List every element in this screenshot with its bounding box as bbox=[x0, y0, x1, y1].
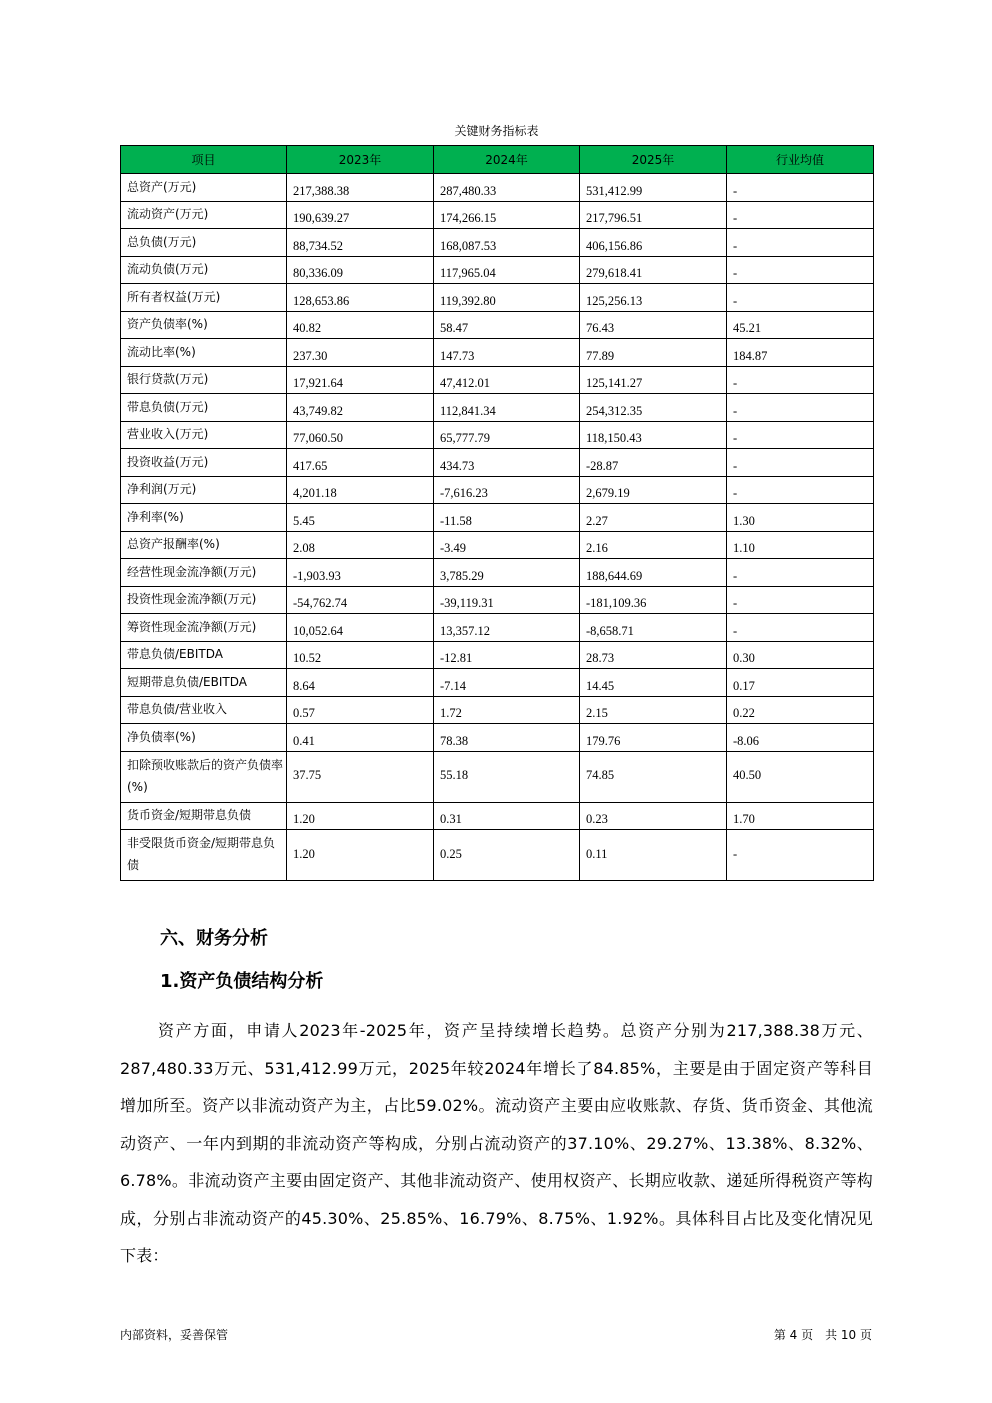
cell-2023: 237.30 bbox=[287, 339, 434, 367]
cell-2025: -8,658.71 bbox=[580, 614, 727, 642]
table-row bbox=[121, 311, 874, 339]
cell-industry-avg: 1.30 bbox=[727, 504, 874, 532]
cell-industry-avg: - bbox=[727, 229, 874, 257]
cell-2024: 119,392.80 bbox=[434, 284, 580, 312]
cell-2024: 78.38 bbox=[434, 724, 580, 752]
cell-2023: 77,060.50 bbox=[287, 421, 434, 449]
footer-confidential-note: 内部资料，妥善保管 bbox=[120, 1328, 229, 1342]
cell-2023: 417.65 bbox=[287, 449, 434, 477]
row-label: 流动负债(万元) bbox=[121, 256, 287, 284]
subsection-title: 1.资产负债结构分析 bbox=[160, 971, 324, 992]
table-row bbox=[121, 586, 874, 614]
cell-industry-avg: - bbox=[727, 284, 874, 312]
cell-industry-avg: 1.10 bbox=[727, 531, 874, 559]
cell-2024: -11.58 bbox=[434, 504, 580, 532]
cell-2024: 168,087.53 bbox=[434, 229, 580, 257]
cell-2025: 125,256.13 bbox=[580, 284, 727, 312]
cell-2025: 77.89 bbox=[580, 339, 727, 367]
row-label: 投资收益(万元) bbox=[121, 449, 287, 477]
cell-industry-avg: - bbox=[727, 586, 874, 614]
cell-2025: 217,796.51 bbox=[580, 201, 727, 229]
row-label: 流动比率(%) bbox=[121, 339, 287, 367]
cell-2024: 117,965.04 bbox=[434, 256, 580, 284]
row-label: 带息负债/EBITDA bbox=[121, 641, 287, 669]
table-row bbox=[121, 476, 874, 504]
cell-industry-avg: - bbox=[727, 256, 874, 284]
cell-2025: 125,141.27 bbox=[580, 366, 727, 394]
row-label: 流动资产(万元) bbox=[121, 201, 287, 229]
table-row bbox=[121, 201, 874, 229]
cell-2025: 2.15 bbox=[580, 696, 727, 724]
row-label: 经营性现金流净额(万元) bbox=[121, 559, 287, 587]
cell-2024: 287,480.33 bbox=[434, 174, 580, 202]
cell-2023: -54,762.74 bbox=[287, 586, 434, 614]
cell-2023: 88,734.52 bbox=[287, 229, 434, 257]
row-label: 带息负债(万元) bbox=[121, 394, 287, 422]
cell-2025: 14.45 bbox=[580, 669, 727, 697]
cell-2025: 118,150.43 bbox=[580, 421, 727, 449]
cell-2024: -12.81 bbox=[434, 641, 580, 669]
cell-2023: 40.82 bbox=[287, 311, 434, 339]
table-row bbox=[121, 614, 874, 642]
table-row bbox=[121, 174, 874, 202]
table-row bbox=[121, 724, 874, 752]
row-label: 净利率(%) bbox=[121, 504, 287, 532]
analysis-paragraph: 资产方面，申请人2023年-2025年，资产呈持续增长趋势。总资产分别为217,388.38万元、287,480.33万元、531,412.99万元，2025年较2024年增长了84.85%，主要是由于固定资产等科目增加所至。资产以非流动资产为主，占比59.02%。流动资产主要由应收账款、存货、货币资金、其他流动资产、一年内到期的非流动资产等构成，分别占流动资产的37.10%、29.27%、13.38%、8.32%、6.78%。非流动资产主要由固定资产、其他非流动资产、使用权资产、长期应收款、递延所得税资产等构成，分别占非流动资产的45.30%、25.85%、16.79%、8.75%、1.92%。具体科目占比及变化情况见下表： bbox=[120, 1021, 873, 1265]
cell-2024: 0.25 bbox=[434, 830, 580, 881]
cell-2025: 28.73 bbox=[580, 641, 727, 669]
cell-2023: 37.75 bbox=[287, 751, 434, 802]
row-label: 净负债率(%) bbox=[121, 724, 287, 752]
row-label: 所有者权益(万元) bbox=[121, 284, 287, 312]
cell-2025: 2,679.19 bbox=[580, 476, 727, 504]
cell-industry-avg: - bbox=[727, 449, 874, 477]
cell-2023: 8.64 bbox=[287, 669, 434, 697]
table-row bbox=[121, 229, 874, 257]
table-header-row bbox=[121, 146, 874, 174]
cell-2023: 217,388.38 bbox=[287, 174, 434, 202]
cell-industry-avg: -8.06 bbox=[727, 724, 874, 752]
cell-2023: 128,653.86 bbox=[287, 284, 434, 312]
cell-2023: 17,921.64 bbox=[287, 366, 434, 394]
cell-2024: -3.49 bbox=[434, 531, 580, 559]
cell-2023: 1.20 bbox=[287, 830, 434, 881]
cell-2025: 188,644.69 bbox=[580, 559, 727, 587]
row-label: 总负债(万元) bbox=[121, 229, 287, 257]
cell-2025: 254,312.35 bbox=[580, 394, 727, 422]
cell-industry-avg: 0.22 bbox=[727, 696, 874, 724]
cell-industry-avg: - bbox=[727, 559, 874, 587]
cell-industry-avg: 45.21 bbox=[727, 311, 874, 339]
cell-2023: 5.45 bbox=[287, 504, 434, 532]
cell-2024: 147.73 bbox=[434, 339, 580, 367]
cell-2023: 190,639.27 bbox=[287, 201, 434, 229]
header-2025: 2025年 bbox=[580, 146, 727, 174]
cell-2023: 2.08 bbox=[287, 531, 434, 559]
section-title: 六、财务分析 bbox=[160, 928, 268, 949]
cell-2025: 531,412.99 bbox=[580, 174, 727, 202]
table-row bbox=[121, 256, 874, 284]
cell-industry-avg: - bbox=[727, 830, 874, 881]
cell-2024: 47,412.01 bbox=[434, 366, 580, 394]
cell-industry-avg: 1.70 bbox=[727, 802, 874, 830]
cell-industry-avg: - bbox=[727, 174, 874, 202]
row-label: 短期带息负债/EBITDA bbox=[121, 669, 287, 697]
cell-2024: -7.14 bbox=[434, 669, 580, 697]
cell-2024: 65,777.79 bbox=[434, 421, 580, 449]
header-industry-avg: 行业均值 bbox=[727, 146, 874, 174]
table-row bbox=[121, 284, 874, 312]
cell-2025: 74.85 bbox=[580, 751, 727, 802]
table-row bbox=[121, 641, 874, 669]
financial-indicators-table bbox=[120, 145, 874, 881]
cell-2025: 279,618.41 bbox=[580, 256, 727, 284]
cell-2024: 3,785.29 bbox=[434, 559, 580, 587]
table-row bbox=[121, 421, 874, 449]
footer-page-number: 第 4 页 共 10 页 bbox=[773, 1328, 872, 1342]
cell-2023: -1,903.93 bbox=[287, 559, 434, 587]
row-label: 资产负债率(%) bbox=[121, 311, 287, 339]
row-label: 银行贷款(万元) bbox=[121, 366, 287, 394]
cell-industry-avg: - bbox=[727, 394, 874, 422]
row-label: 净利润(万元) bbox=[121, 476, 287, 504]
table-row bbox=[121, 669, 874, 697]
table-row bbox=[121, 394, 874, 422]
cell-2023: 0.57 bbox=[287, 696, 434, 724]
table-row bbox=[121, 559, 874, 587]
row-label: 总资产报酬率(%) bbox=[121, 531, 287, 559]
row-label: 营业收入(万元) bbox=[121, 421, 287, 449]
header-item: 项目 bbox=[121, 146, 287, 174]
header-2023: 2023年 bbox=[287, 146, 434, 174]
cell-2023: 10,052.64 bbox=[287, 614, 434, 642]
table-row bbox=[121, 366, 874, 394]
cell-2025: -181,109.36 bbox=[580, 586, 727, 614]
table-row bbox=[121, 751, 874, 802]
cell-industry-avg: - bbox=[727, 421, 874, 449]
cell-2024: 1.72 bbox=[434, 696, 580, 724]
cell-industry-avg: - bbox=[727, 476, 874, 504]
cell-2025: 0.11 bbox=[580, 830, 727, 881]
cell-2024: 55.18 bbox=[434, 751, 580, 802]
cell-2023: 1.20 bbox=[287, 802, 434, 830]
cell-2024: -39,119.31 bbox=[434, 586, 580, 614]
row-label: 投资性现金流净额(万元) bbox=[121, 586, 287, 614]
cell-2024: 434.73 bbox=[434, 449, 580, 477]
cell-2025: 179.76 bbox=[580, 724, 727, 752]
cell-2023: 10.52 bbox=[287, 641, 434, 669]
table-row bbox=[121, 339, 874, 367]
table-caption: 关键财务指标表 bbox=[454, 124, 539, 138]
cell-2025: 2.16 bbox=[580, 531, 727, 559]
cell-industry-avg: 40.50 bbox=[727, 751, 874, 802]
cell-2024: 174,266.15 bbox=[434, 201, 580, 229]
cell-2023: 43,749.82 bbox=[287, 394, 434, 422]
cell-2024: 58.47 bbox=[434, 311, 580, 339]
cell-2025: -28.87 bbox=[580, 449, 727, 477]
row-label: 非受限货币资金/短期带息负债 bbox=[121, 830, 287, 881]
cell-2024: 13,357.12 bbox=[434, 614, 580, 642]
row-label: 扣除预收账款后的资产负债率(%) bbox=[121, 751, 287, 802]
cell-industry-avg: 184.87 bbox=[727, 339, 874, 367]
cell-2024: 0.31 bbox=[434, 802, 580, 830]
table-row bbox=[121, 531, 874, 559]
table-row bbox=[121, 696, 874, 724]
table-row bbox=[121, 830, 874, 881]
cell-industry-avg: 0.30 bbox=[727, 641, 874, 669]
cell-2025: 76.43 bbox=[580, 311, 727, 339]
cell-2025: 0.23 bbox=[580, 802, 727, 830]
cell-2023: 80,336.09 bbox=[287, 256, 434, 284]
cell-industry-avg: - bbox=[727, 366, 874, 394]
cell-2023: 4,201.18 bbox=[287, 476, 434, 504]
row-label: 筹资性现金流净额(万元) bbox=[121, 614, 287, 642]
cell-2025: 406,156.86 bbox=[580, 229, 727, 257]
cell-2024: 112,841.34 bbox=[434, 394, 580, 422]
header-2024: 2024年 bbox=[434, 146, 580, 174]
cell-2023: 0.41 bbox=[287, 724, 434, 752]
table-row bbox=[121, 504, 874, 532]
cell-2025: 2.27 bbox=[580, 504, 727, 532]
row-label: 带息负债/营业收入 bbox=[121, 696, 287, 724]
cell-industry-avg: - bbox=[727, 201, 874, 229]
row-label: 货币资金/短期带息负债 bbox=[121, 802, 287, 830]
table-row bbox=[121, 449, 874, 477]
cell-industry-avg: 0.17 bbox=[727, 669, 874, 697]
cell-industry-avg: - bbox=[727, 614, 874, 642]
cell-2024: -7,616.23 bbox=[434, 476, 580, 504]
row-label: 总资产(万元) bbox=[121, 174, 287, 202]
table-row bbox=[121, 802, 874, 830]
